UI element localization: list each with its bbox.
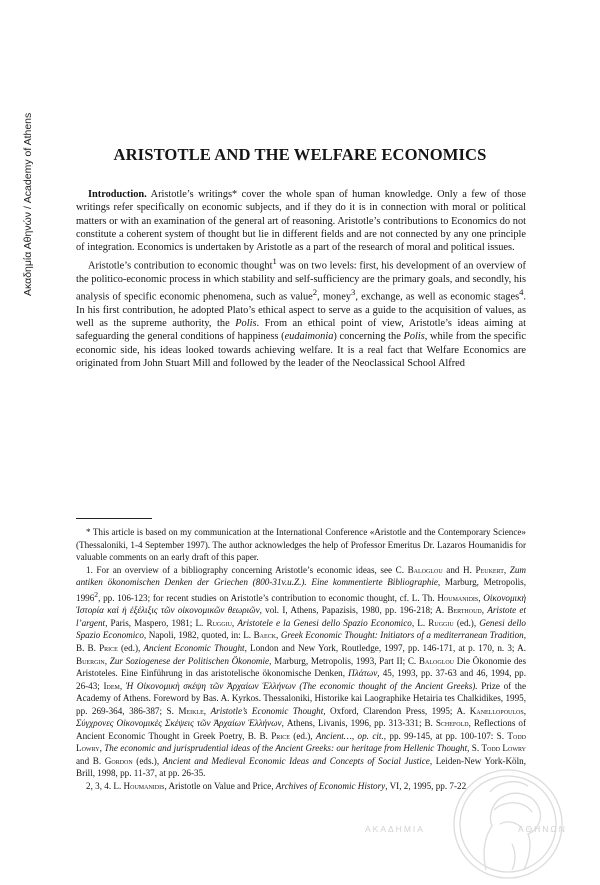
text-run: , while from the specific economic side, his ideas looked towards achieving welfare. It is a real fact that Welfare Economics are originated from John Stuart Mill and followed by the leader of the Neoclassical School Alfred [76,331,526,369]
text-run: , money [317,291,351,303]
side-label-text: Ακαδημία Αθηνών / Academy of Athens [22,112,34,296]
contribution-paragraph [76,255,526,371]
archive-side-label [22,38,38,298]
watermark-right-text: ΑΘΗΝΩΝ [518,824,567,834]
footnote-star: * This article is based on my communication at the International Conference «Aristotle and the Contemporary Science» (Thessaloniki, 1-4 September 1997). The author acknowledges the help of Professor Emeritus Dr. Lazaros Houmanidis for valuable comments on an early draft of this paper. [76,527,526,563]
footnote-ref-2: 2 [312,286,318,297]
article-body [76,188,526,370]
italic-term: Polis [235,317,257,329]
text-run: . In his first contribution, he adopted Plato’s ethical aspect to serve as a guide to the acquisition of values, as well as the supreme authority, the [76,291,527,329]
footnote-1: 1. For an overview of a bibliography concerning Aristotle’s economic ideas, see C. Baloglou and H. Peukert, Zum antiken ökonomischen Denken der Griechen (800-31v.u.Z.). Eine kommentierte Bibliographie, Marburg, Metropolis, 1996$^2$, pp. 106-123; for recent studies on Aristotle’s contribution to economic thought, cf. L. Th. Houmanidis, Οἰκονομικὴ Ἱστορία καὶ ἡ ἐξέλιξις τῶν οἰκονομικῶν θεωριῶν, vol. I, Athens, Papazisis, 1980, pp. 196-218; A. Berthoud, Aristote et l’argent, Paris, Maspero, 1981; L. Ruggiu, Aristotele e la Genesi dello Spazio Economico, L. Ruggiu (ed.), Genesi dello Spazio Economico, Napoli, 1982, quoted, in: L. Baeck, Greek Economic Thought: Initiators of a mediterranean Tradition, B. B. Price (ed.), Ancient Economic Thought, London and New York, Routledge, 1997, pp. 146-171, at p. 170, n. 3; A. Buergin, Zur Soziogenese der Politischen Ökonomie, Marburg, Metropolis, 1993, Part II; C. Baloglou Die Ökonomie des Aristoteles. Eine Einführung in das aristotelische ökonomische Denken, Πλάτων, 45, 1993, pp. 37-63 and 46, 1994, pp. 26-43; Idem, Ἡ Οἰκονομικὴ σκέψη τῶν Ἀρχαίων Ἑλλήνων (The economic thought of the Ancient Greeks). Prize of the Academy of Athens. Foreword by Bas. A. Kyrkos. Thessaloniki, Historike kai Laographike Hetairia tes Chalkidikes, 1995, pp. 269-364, 386-387; S. Meikle, Aristotle’s Economic Thought, Oxford, Clarendon Press, 1995; A. Kanellopoulos, Σύγχρονες Οἰκονομικὲς Σκέψεις τῶν Ἀρχαίων Ἑλλήνων, Athens, Livanis, 1996, pp. 313-331; B. Schefold, Reflections of Ancient Economic Thought in Greek Poetry, B. B. Price (ed.), Ancient…, op. cit., pp. 99-145, at pp. 100-107: S. Todd Lowry, The economic and jurisprudential ideas of the Ancient Greeks: our heritage from Hellenic Thought, S. Todd Lowry and B. Gordon (eds.), Ancient and Medieval Economic Ideas and Concepts of Social Justice, Leiden-New York-Köln, Brill, 1998, pp. 11-37, at pp. 26-35. [76,564,527,779]
article-title: ARISTOTLE AND THE WELFARE ECONOMICS [113,145,487,164]
athena-head-seal-icon [428,752,598,884]
text-run: was on two levels: first, his development of an overview of the politico-economic process in which stability and self-sufficiency are the primary goals, and secondly, his analysis of specific economic phenomena, such as value [76,260,526,303]
introduction-text: Aristotle’s writings* cover the whole span of human knowledge. Only a few of those writings refer specifically on economic subjects, and if they do it is in connection with moral or political matters or with an examination of the general art of reasoning. Aristotle’s contributions to Economics do not constitute a coherent system of thought but lie in different fields and are not connected by any one principle of integration. Economics is undertaken by Aristotle as a part of the research of moral and political issues. [76,189,526,254]
italic-term: Polis [403,331,425,343]
introduction-run-in: Introduction. [88,189,147,200]
watermark-left-text: ΑΚΑΔΗΜΙΑ [365,824,425,834]
text-run: , exchange, as well as economic stages [355,291,520,303]
footnote-ref-3: 3 [351,286,356,297]
text-run: Aristotle’s contribution to economic thought [88,260,273,272]
text-run: ) concerning the [333,331,404,343]
footnote-ref-1: 1 [272,255,277,266]
introduction-paragraph [76,188,526,255]
footnote-separator [76,518,152,519]
footnote-2-3-4: 2, 3, 4. L. Houmanidis, Aristotle on Value and Price, Archives of Economic History, VI, 2, 1995, pp. 7-22. [86,780,469,791]
text-run: . From an ethical point of view, Aristotle’s ideas aiming at safeguarding the general conditions of happiness ( [76,317,527,343]
italic-term: eudaimonia [284,331,334,343]
footnote-ref-4: 4 [519,286,524,297]
